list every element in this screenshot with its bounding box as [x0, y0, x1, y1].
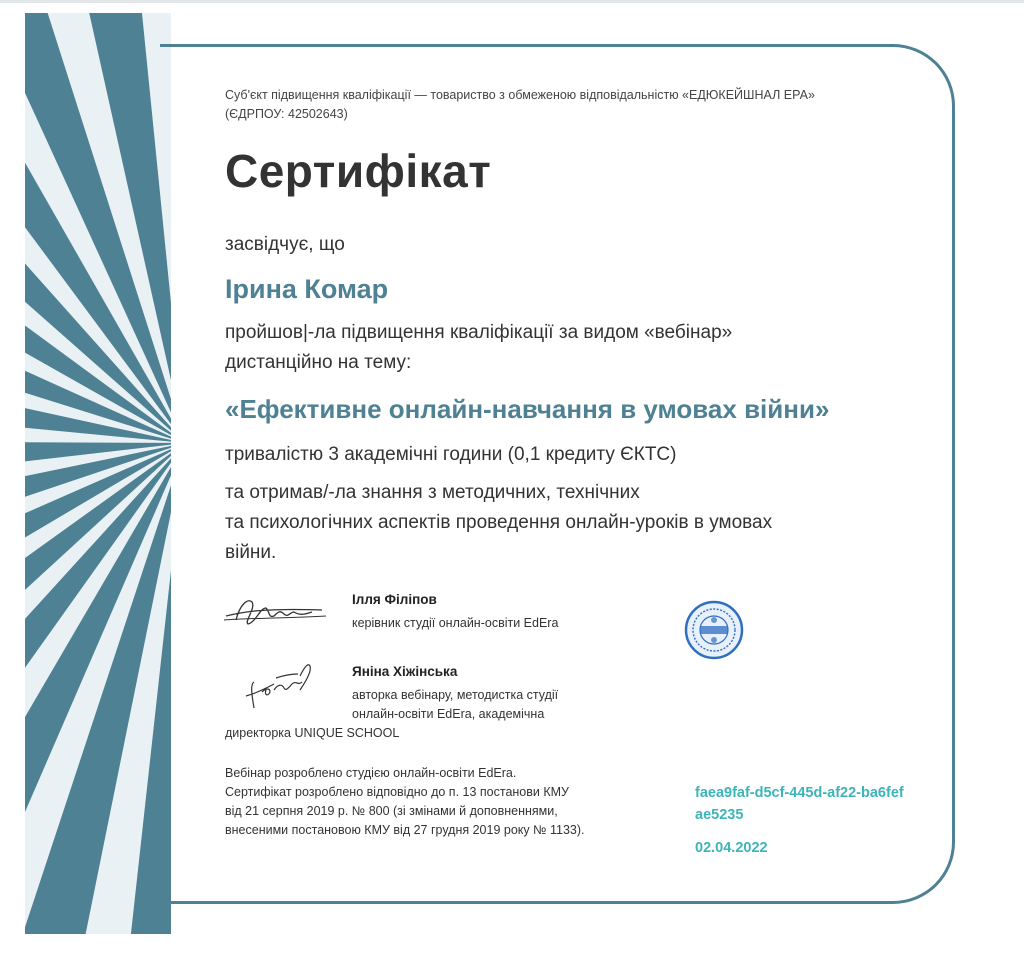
signer-2-role-line-3: директорка UNIQUE SCHOOL — [225, 726, 400, 740]
signature-2-handwritten-signature-icon — [240, 656, 320, 714]
signer-2-role-line-2: онлайн-освіти EdEra, академічна — [352, 707, 545, 721]
issue-date: 02.04.2022 — [695, 840, 768, 856]
certificate-title: Сертифікат — [225, 145, 492, 197]
webinar-topic: «Ефективне онлайн-навчання в умовах війни» — [225, 394, 830, 424]
completed-line-1: пройшов|-ла підвищення кваліфікації за видом «вебінар» — [225, 322, 733, 343]
footnote — [225, 764, 645, 840]
footnote-line: Вебінар розроблено студією онлайн-освіти EdEra. — [225, 766, 517, 780]
recipient-name: Ірина Комар — [225, 274, 389, 304]
top-divider — [0, 0, 1024, 3]
signer-2-name: Яніна Хіжінська — [352, 664, 458, 679]
completed-line-2: дистанційно на тему: — [225, 352, 412, 373]
signer-1-name: Ілля Філіпов — [352, 592, 437, 607]
footnote-line: внесеними постановою КМУ від 27 грудня 2019 року № 1133). — [225, 823, 585, 837]
signer-2-role-line-1: авторка вебінару, методистка студії — [352, 688, 559, 702]
issuer-note: Суб'єкт підвищення кваліфікації — товариство з обмеженою відповідальністю «ЕДЮКЕЙШНАЛ ЕРА» (ЄДРПОУ: 42502643) — [225, 88, 815, 121]
certificate-id: faea9faf-d5cf-445d-af22-ba6fefae5235 — [695, 785, 904, 823]
certifies-text: засвідчує, що — [225, 234, 345, 255]
duration-text: тривалістю 3 академічні години (0,1 кредиту ЄКТС) — [225, 444, 677, 465]
signer-1-role: керівник студії онлайн-освіти EdEra — [352, 616, 559, 630]
knowledge-line-1: та отримав/-ла знання з методичних, технічних — [225, 482, 640, 503]
knowledge-line-2: та психологічних аспектів проведення онлайн-уроків в умовах — [225, 512, 773, 533]
knowledge-line-3: війни. — [225, 542, 277, 563]
left-decor-panel — [25, 13, 171, 934]
footnote-line: Сертифікат розроблено відповідно до п. 13 постанови КМУ — [225, 785, 569, 799]
footnote-line: від 21 серпня 2019 р. № 800 (зі змінами й доповненнями, — [225, 804, 558, 818]
round-stamp-seal-icon — [684, 600, 744, 660]
signature-1-handwritten-signature-icon — [222, 594, 332, 630]
starburst-decoration-icon — [25, 13, 171, 934]
